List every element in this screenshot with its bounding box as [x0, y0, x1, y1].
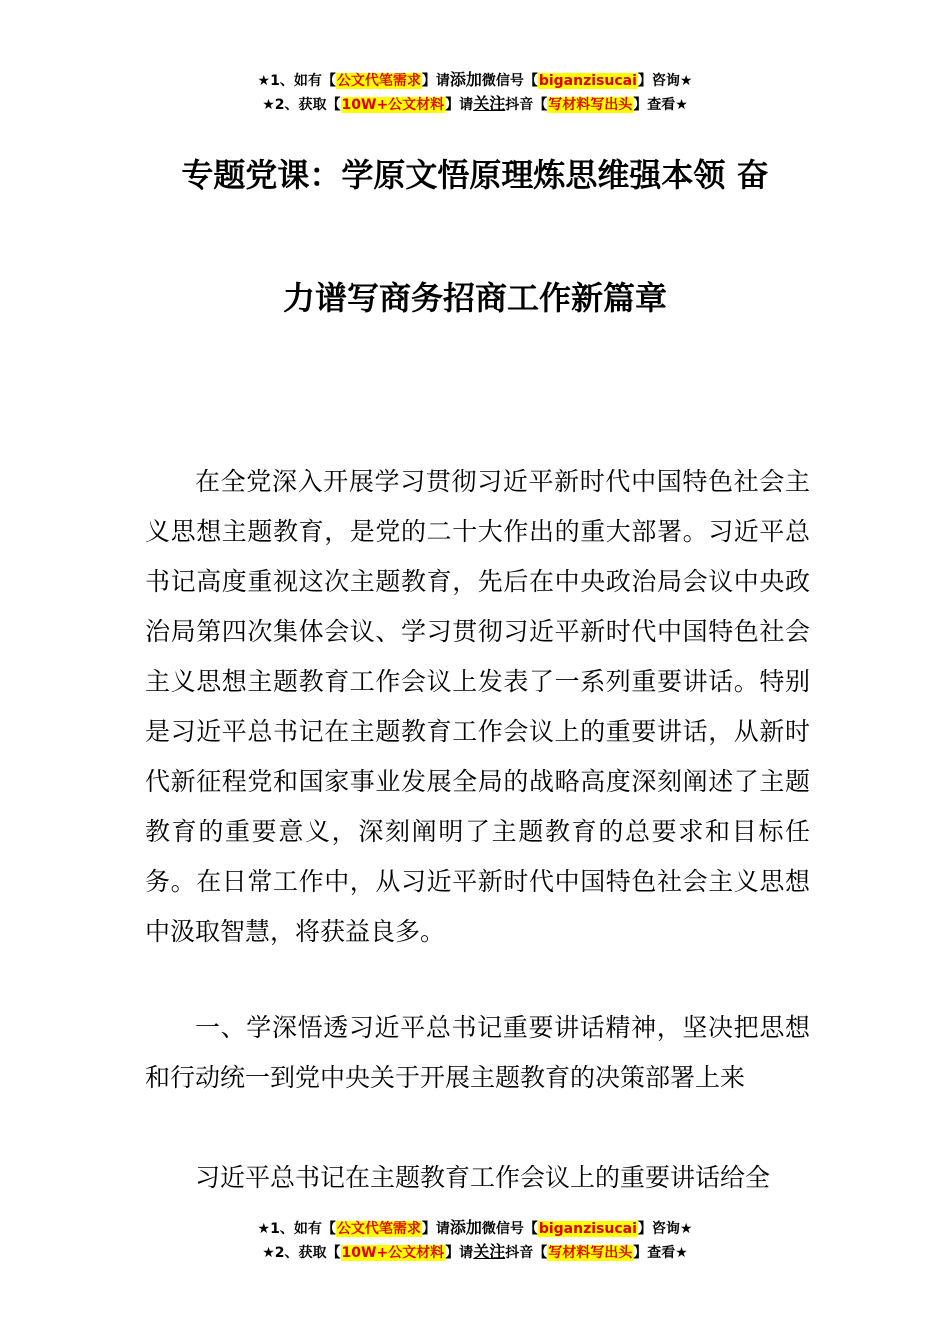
promo-line-2	[0, 1240, 950, 1264]
promo-add-word: 添加	[449, 70, 482, 89]
promo-line-2-prefix: ★2、获取【	[262, 97, 341, 113]
promo-line-2	[0, 92, 950, 116]
promo-material-highlight: 10W+公文材料	[341, 97, 445, 113]
document-title-line-2: 力谱写商务招商工作新篇章	[282, 279, 667, 317]
body-paragraph-section-1	[145, 1153, 810, 1203]
promo-line-2-suffix: 】查看★	[633, 1245, 688, 1261]
section-heading-1	[145, 1003, 810, 1103]
promo-line-1	[0, 68, 950, 92]
header-promo-banner	[0, 68, 950, 116]
promo-line-1-mid: 】请	[421, 1221, 450, 1237]
promo-wechat-id: biganzisucai	[538, 1221, 637, 1237]
promo-line-2-prefix: ★2、获取【	[262, 1245, 341, 1261]
promo-douyin-id: 写材料写出头	[548, 97, 633, 113]
promo-line-1-suffix: 】咨询★	[637, 1221, 693, 1237]
promo-service-highlight: 公文代笔需求	[336, 1221, 421, 1237]
paragraph-text: 习近平总书记在主题教育工作会议上的重要讲话给全	[195, 1163, 771, 1192]
promo-line-1-mid: 】请	[421, 73, 450, 89]
promo-line-1-mid2: 微信号【	[481, 73, 538, 89]
promo-line-1-prefix: ★1、如有【	[257, 73, 336, 89]
promo-material-highlight: 10W+公文材料	[341, 1245, 445, 1261]
footer-promo-banner	[0, 1216, 950, 1264]
promo-line-2-mid: 】请	[445, 97, 474, 113]
promo-add-word: 添加	[449, 1218, 482, 1237]
body-paragraph-intro	[145, 457, 810, 957]
promo-line-2-suffix: 】查看★	[633, 97, 688, 113]
promo-line-2-mid: 】请	[445, 1245, 474, 1261]
promo-line-1-prefix: ★1、如有【	[257, 1221, 336, 1237]
document-title-line-1: 专题党课：学原文悟原理炼思维强本领 奋	[181, 156, 769, 194]
promo-line-2-mid2: 抖音【	[505, 97, 548, 113]
promo-line-1	[0, 1216, 950, 1240]
promo-line-1-suffix: 】咨询★	[637, 73, 693, 89]
section-heading-text: 一、学深悟透习近平总书记重要讲话精神，坚决把思想和行动统一到党中央关于开展主题教育的决策部署上来	[145, 1013, 810, 1092]
promo-follow-word: 关注	[473, 1242, 506, 1261]
paragraph-text: 在全党深入开展学习贯彻习近平新时代中国特色社会主义思想主题教育，是党的二十大作出的重大部署。习近平总书记高度重视这次主题教育，先后在中央政治局会议中央政治局第四次集体会议、学习贯彻习近平新时代中国特色社会主义思想主题教育工作会议上发表了一系列重要讲话。特别是习近平总书记在主题教育工作会议上的重要讲话，从新时代新征程党和国家事业发展全局的战略高度深刻阐述了主题教育的重要意义，深刻阐明了主题教育的总要求和目标任务。在日常工作中，从习近平新时代中国特色社会主义思想中汲取智慧，将获益良多。	[145, 467, 810, 946]
promo-wechat-id: biganzisucai	[538, 73, 637, 89]
promo-line-1-mid2: 微信号【	[481, 1221, 538, 1237]
promo-service-highlight: 公文代笔需求	[336, 73, 421, 89]
promo-line-2-mid2: 抖音【	[505, 1245, 548, 1261]
promo-douyin-id: 写材料写出头	[548, 1245, 633, 1261]
promo-follow-word: 关注	[473, 94, 506, 113]
